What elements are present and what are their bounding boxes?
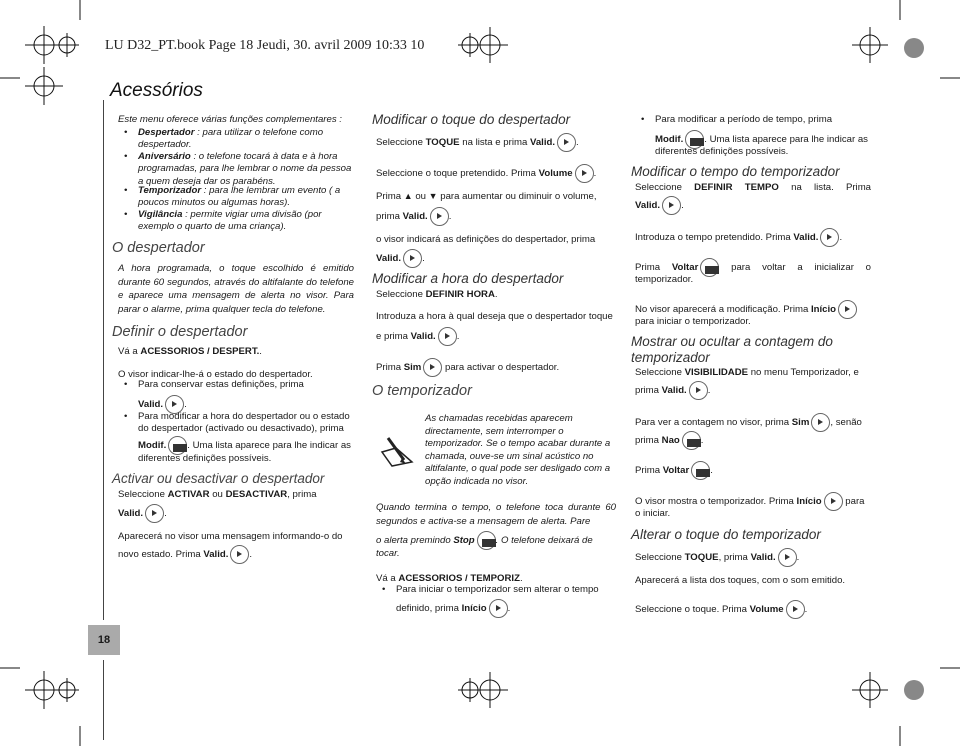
confirm-key-icon bbox=[662, 196, 681, 215]
novo-estado-line: novo estado. Prima Valid. . bbox=[118, 545, 252, 564]
confirm-key-icon bbox=[438, 327, 457, 346]
bullet-vigilancia: • Vigilância : permite vigiar uma divisão (por exemplo o quarto de uma criança). bbox=[138, 209, 353, 234]
va-a-temporiz-line: Vá a ACESSORIOS / TEMPORIZ. bbox=[376, 573, 523, 584]
confirm-key-icon bbox=[820, 228, 839, 247]
heading-alterar: Alterar o toque do temporizador bbox=[631, 527, 821, 542]
visor-mostra-line: O visor mostra o temporizador. Prima Início para bbox=[635, 492, 871, 511]
confirm-key-icon bbox=[403, 249, 422, 268]
confirm-key-icon bbox=[838, 300, 857, 319]
bullet-conservar: • Para conservar estas definições, prima bbox=[138, 379, 353, 391]
bullet-periodo: • Para modificar a período de tempo, prima bbox=[655, 114, 875, 126]
heading-modificar-tempo: Modificar o tempo do temporizador bbox=[631, 164, 840, 179]
visor-aparecera-line: No visor aparecerá a modificação. Prima Início bbox=[635, 300, 857, 319]
bullet-temporizador: • Temporizador : para lhe lembrar um evento ( a poucos minutos ou algumas horas). bbox=[138, 185, 353, 210]
arrow-down-icon: ▼ bbox=[428, 191, 438, 201]
confirm-key-icon bbox=[778, 548, 797, 567]
page-title: Acessórios bbox=[110, 80, 203, 101]
heading-mostrar: Mostrar ou ocultar a contagem do temporizador bbox=[631, 334, 833, 365]
bullet-aniversario: • Aniversário : o telefone tocará à data e à hora programadas, para lhe lembrar o nome da pessoa a quem deseja dar os parabéns. bbox=[138, 151, 353, 188]
activar-line: Seleccione ACTIVAR ou DESACTIVAR, prima bbox=[118, 489, 317, 500]
sel-definir-line: Seleccione DEFINIR HORA. bbox=[376, 289, 498, 300]
introduza-tempo-line: Introduza o tempo pretendido. Prima Valid. . bbox=[635, 228, 842, 247]
tocar-text: tocar. bbox=[376, 548, 400, 559]
side-rule-bottom bbox=[103, 660, 104, 740]
sel-vis-line: Seleccione VISIBILIDADE no menu Temporizador, e bbox=[635, 367, 859, 378]
sel-pretendido-line: Seleccione o toque pretendido. Prima Volume . bbox=[376, 164, 596, 183]
heading-despertador: O despertador bbox=[112, 240, 205, 256]
note-text: As chamadas recebidas aparecem directamente, sem interromper o temporizador. Se o tempo acabar durante a chamada, ouve-se um sinal acústico no altifalante, o qual pode ser desligado com a opção indicada no visor. bbox=[425, 413, 611, 487]
heading-temporizador: O temporizador bbox=[372, 383, 472, 399]
e-prima-line: e prima Valid. . bbox=[376, 327, 459, 346]
prima-sim-line: Prima Sim para activar o despertador. bbox=[376, 358, 559, 377]
confirm-key-icon bbox=[489, 599, 508, 618]
arrow-up-icon: ▲ bbox=[403, 191, 413, 201]
heading-definir: Definir o despertador bbox=[112, 324, 248, 340]
aparecera-lista-text: Aparecerá a lista dos toques, com o som emitido. bbox=[635, 575, 846, 586]
confirm-key-icon bbox=[824, 492, 843, 511]
definido-line: definido, prima Início . bbox=[396, 599, 510, 618]
heading-hora: Modificar a hora do despertador bbox=[372, 271, 564, 286]
modif-line-2: diferentes definições possíveis. bbox=[138, 453, 272, 464]
activar-valid: Valid. . bbox=[118, 504, 167, 523]
temporizador-text: temporizador. bbox=[635, 274, 694, 285]
para-ver-line: Para ver a contagem no visor, prima Sim , senão bbox=[635, 413, 862, 432]
prima-valid-vis: prima Valid. . bbox=[635, 381, 710, 400]
side-rule bbox=[103, 100, 104, 620]
heading-activar: Activar ou desactivar o despertador bbox=[112, 471, 325, 486]
bullet-modificar-hora: • Para modificar a hora do despertador ou o estado do despertador (activado ou desactivado), prima bbox=[138, 411, 353, 436]
sel-definir-tempo-line: Seleccione DEFINIR TEMPO na lista. Prima bbox=[635, 182, 872, 193]
aparecera-text: Aparecerá no visor uma mensagem informando-o do bbox=[118, 531, 343, 542]
menu-key-icon bbox=[691, 461, 710, 480]
visor-indicar: O visor indicar-lhe-á o estado do despertador. bbox=[118, 369, 313, 380]
header-text: LU D32_PT.book Page 18 Jeudi, 30. avril 2009 10:33 10 bbox=[105, 38, 425, 53]
visor-valid: Valid. . bbox=[376, 249, 425, 268]
volume-arrows-line: Prima ▲ ou ▼ para aumentar ou diminuir o volume, bbox=[376, 191, 597, 202]
bullet-iniciar: • Para iniciar o temporizador sem alterar o tempo bbox=[396, 584, 616, 596]
prima-voltar-2-line: Prima Voltar . bbox=[635, 461, 713, 480]
col3-modif-line: Modif. . Uma lista aparece para lhe indicar as bbox=[655, 130, 868, 149]
prima-voltar-line: Prima Voltar para voltar a inicializar o bbox=[635, 258, 871, 277]
conservar-valid: Valid. . bbox=[138, 395, 187, 414]
confirm-key-icon bbox=[145, 504, 164, 523]
confirm-key-icon bbox=[423, 358, 442, 377]
menu-key-icon bbox=[700, 258, 719, 277]
prima-nao-line: prima Nao . bbox=[635, 431, 703, 450]
confirm-key-icon bbox=[430, 207, 449, 226]
note-pencil-icon bbox=[378, 434, 414, 470]
visor-indicara: o visor indicará as definições do despertador, prima bbox=[376, 234, 596, 245]
confirm-key-icon bbox=[689, 381, 708, 400]
heading-modificar-toque: Modificar o toque do despertador bbox=[372, 112, 571, 127]
para-iniciar-text: para iniciar o temporizador. bbox=[635, 316, 751, 327]
sel-toque-line: Seleccione TOQUE na lista e prima Valid. . bbox=[376, 133, 579, 152]
confirm-key-icon bbox=[557, 133, 576, 152]
quando-text: Quando termina o tempo, o telefone toca durante 60 segundos e activa-se a mensagem de alerta. Pare bbox=[376, 502, 616, 527]
despertador-text: A hora programada, o toque escolhido é emitido durante 60 segundos, através do altifalante do telefone e aparece uma mensagem de alerta no visor. Para parar o alarme, prima qualquer tecla do telefone. bbox=[118, 263, 354, 315]
sel-toque-temp-line: Seleccione TOQUE, prima Valid. . bbox=[635, 548, 799, 567]
page-number: 18 bbox=[88, 625, 120, 655]
modif-line: Modif. . Uma lista aparece para lhe indicar as bbox=[138, 436, 351, 455]
confirm-key-icon bbox=[786, 600, 805, 619]
col3-modif-line-2: diferentes definições possíveis. bbox=[655, 146, 789, 157]
bullet-despertador: • Despertador : para utilizar o telefone como despertador. bbox=[138, 127, 353, 152]
confirm-key-icon bbox=[230, 545, 249, 564]
o-alerta-line: o alerta premindo Stop . O telefone deixará de bbox=[376, 531, 616, 550]
confirm-key-icon bbox=[575, 164, 594, 183]
sel-o-toque-line: Seleccione o toque. Prima Volume . bbox=[635, 600, 807, 619]
prima-valid-line: prima Valid. . bbox=[376, 207, 451, 226]
menu-key-icon bbox=[477, 531, 496, 550]
va-a-line: Vá a ACESSORIOS / DESPERT.. bbox=[118, 346, 262, 357]
menu-key-icon bbox=[682, 431, 701, 450]
col3-valid-line: Valid. . bbox=[635, 196, 684, 215]
introduza-line: Introduza a hora à qual deseja que o despertador toque bbox=[376, 311, 613, 322]
confirm-key-icon bbox=[811, 413, 830, 432]
o-iniciar-text: o iniciar. bbox=[635, 508, 671, 519]
intro-text: Este menu oferece várias funções complementares : bbox=[118, 114, 342, 125]
